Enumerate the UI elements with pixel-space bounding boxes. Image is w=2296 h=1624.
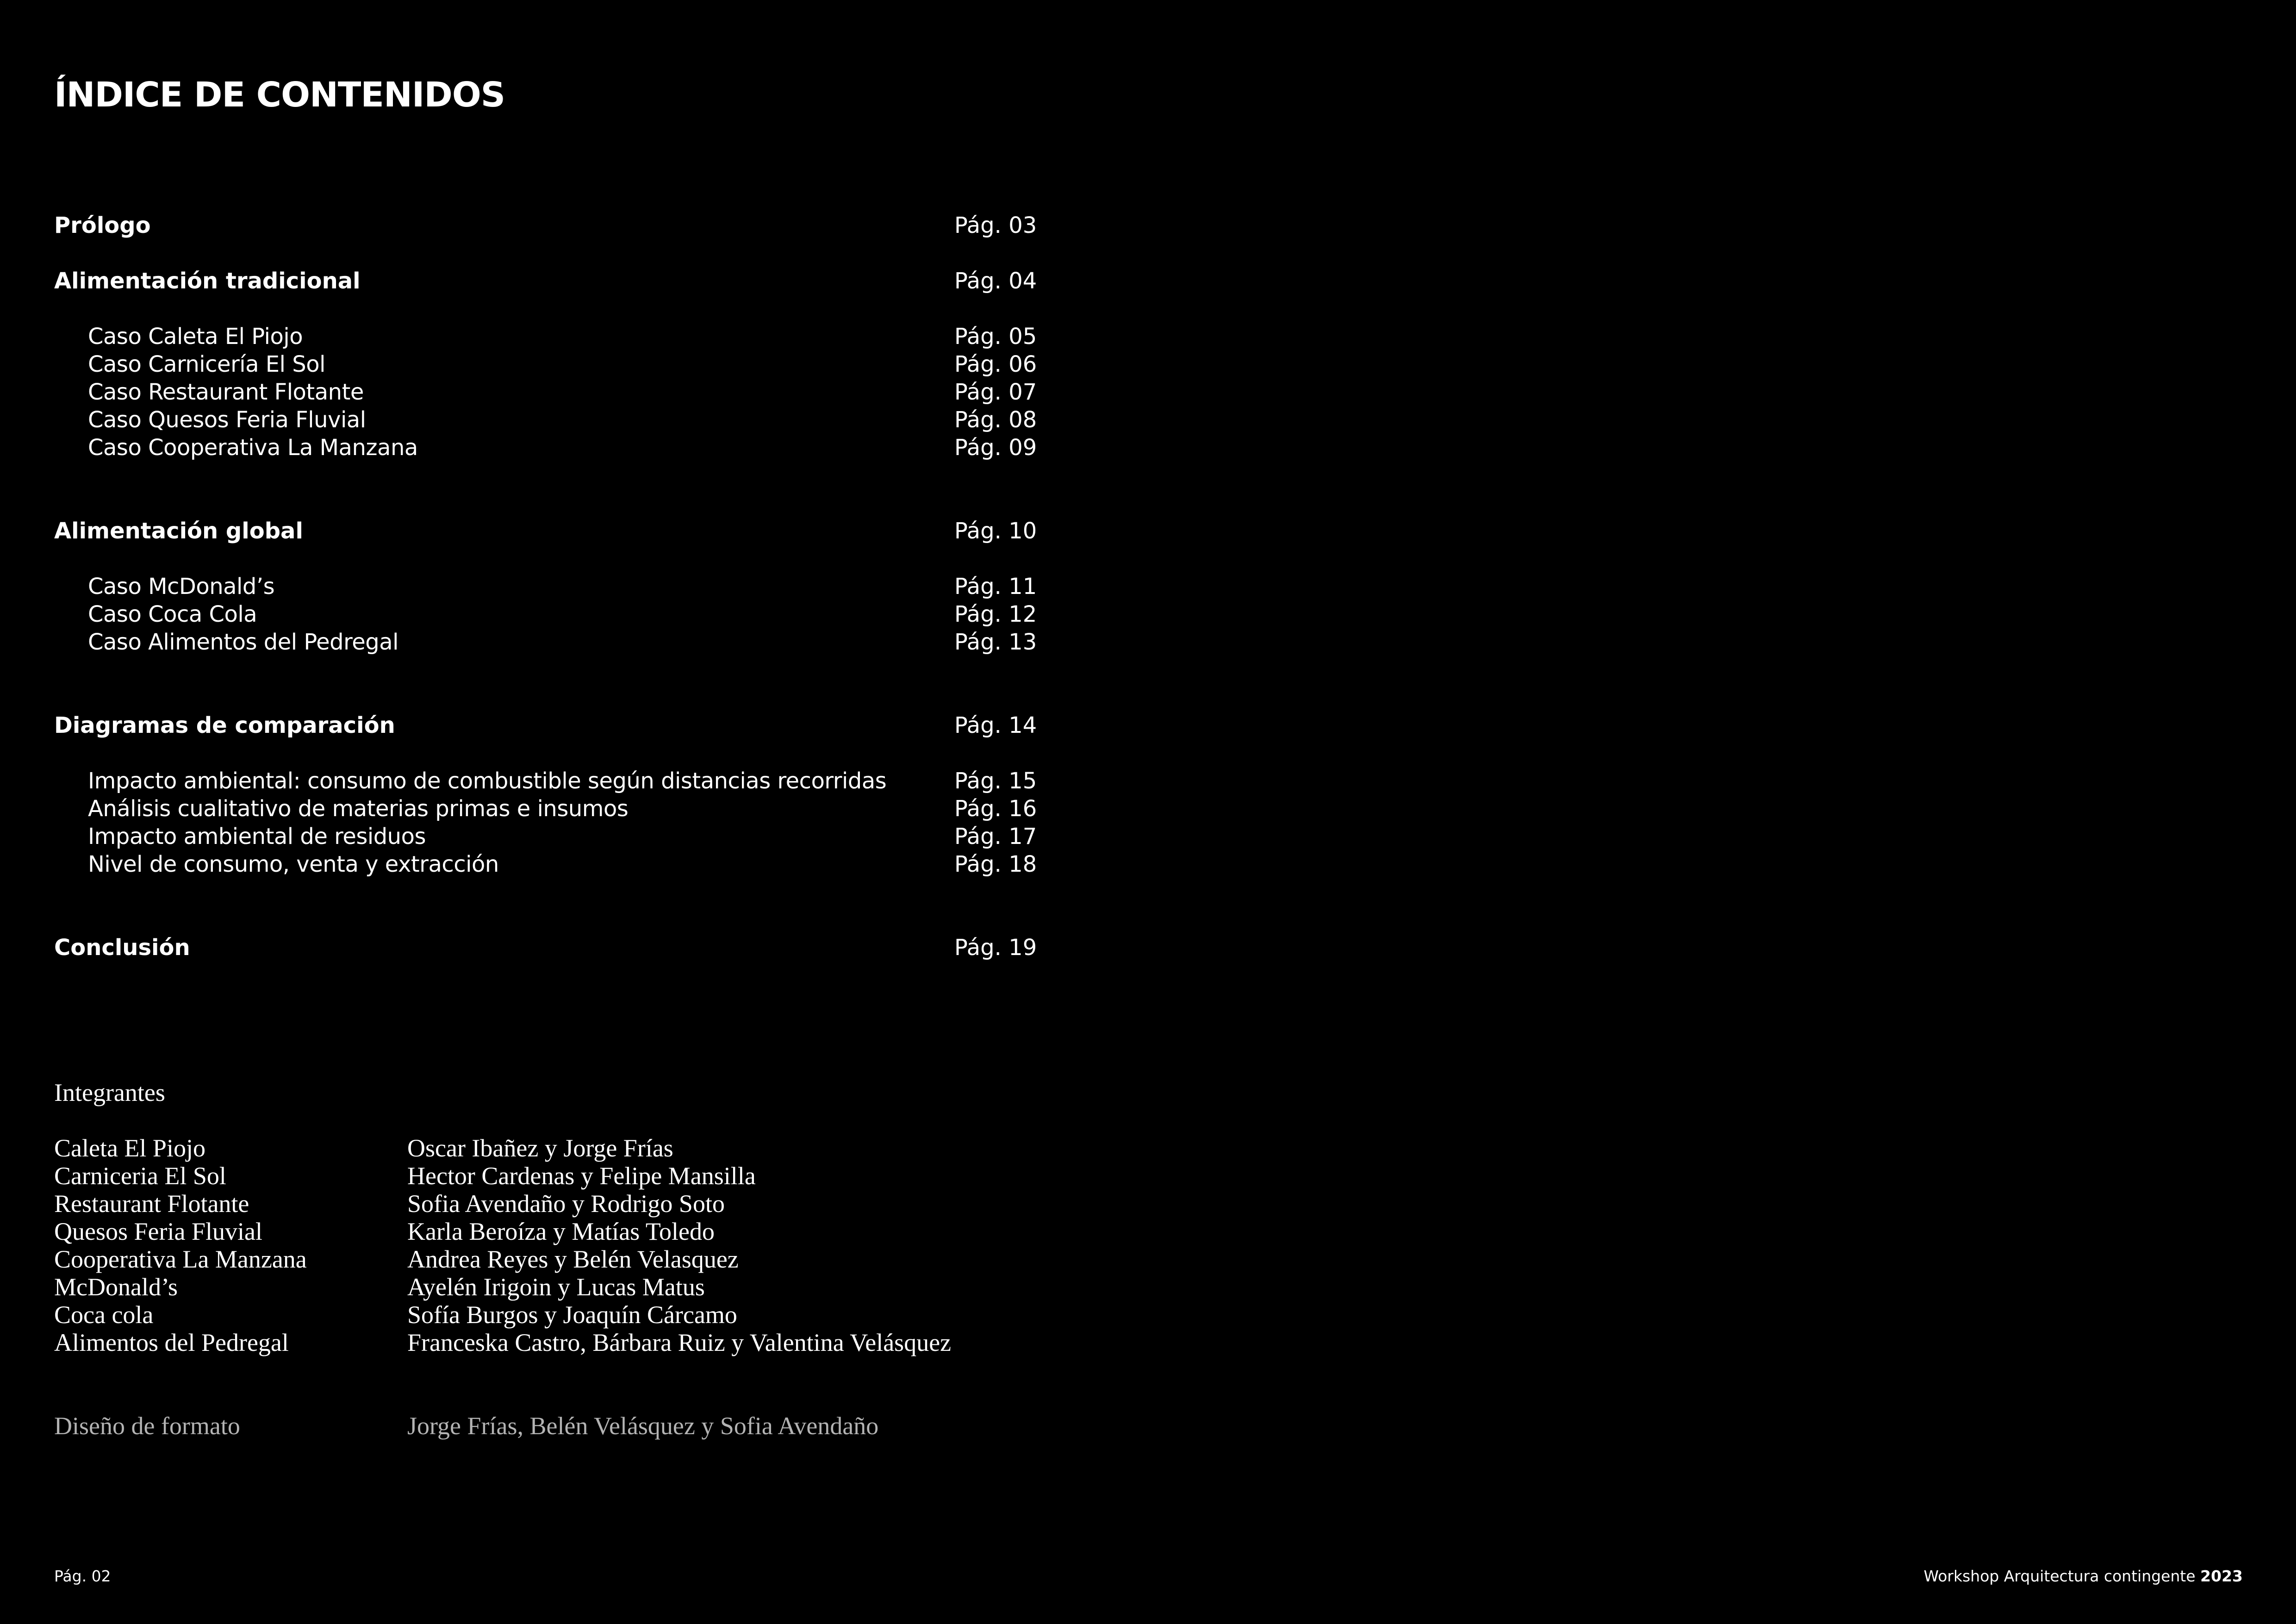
toc-section-diagramas [0,712,1037,739]
toc-section-label: Prólogo [54,212,151,238]
toc-item-label: Caso Quesos Feria Fluvial [88,407,366,433]
team-row [0,1162,1064,1190]
team-members: Franceska Castro, Bárbara Ruiz y Valentina Velásquez [407,1329,952,1356]
team-row [0,1190,1064,1218]
toc-page-number: Pág. 11 [954,574,1037,600]
team-row [0,1301,1064,1329]
toc-section-label: Alimentación global [54,518,303,544]
toc-page-number: Pág. 14 [954,712,1037,738]
toc-item-label: Caso Carnicería El Sol [88,351,325,377]
toc-section-alimentacion-global [0,517,1037,545]
toc-item-label: Análisis cualitativo de materias primas e insumos [88,796,628,822]
toc-item [0,323,1037,350]
toc-page-number: Pág. 09 [954,435,1037,461]
toc-item [0,350,1037,378]
team-case: Cooperativa La Manzana [54,1245,307,1273]
toc-item [0,850,1037,878]
toc-item [0,406,1037,434]
toc-item-label: Caso Caleta El Piojo [88,324,303,350]
toc-page-number: Pág. 17 [954,824,1037,849]
toc-item-label: Caso McDonald’s [88,574,275,600]
team-case: McDonald’s [54,1273,178,1301]
team-row [0,1245,1064,1273]
toc-page-number: Pág. 15 [954,768,1037,794]
team-members: Hector Cardenas y Felipe Mansilla [407,1162,756,1190]
toc-item [0,573,1037,600]
toc-item [0,600,1037,628]
toc-section-label: Alimentación tradicional [54,268,361,294]
toc-item [0,767,1037,795]
toc-page-number: Pág. 10 [954,518,1037,544]
design-credit-label: Diseño de formato [54,1412,240,1440]
toc-page-number: Pág. 07 [954,379,1037,405]
toc-item-label: Impacto ambiental: consumo de combustible según distancias recorridas [88,768,887,794]
toc-page-number: Pág. 19 [954,935,1037,961]
toc-section-label: Diagramas de comparación [54,712,395,738]
team-case: Quesos Feria Fluvial [54,1218,262,1245]
footer-page-number: Pág. 02 [54,1567,111,1585]
team-heading: Integrantes [54,1079,165,1106]
toc-item [0,378,1037,406]
team-row [0,1218,1064,1245]
toc-section-prologo [0,212,1037,239]
design-credit-members: Jorge Frías, Belén Velásquez y Sofia Avendaño [407,1412,879,1440]
toc-item [0,795,1037,823]
team-case: Carniceria El Sol [54,1162,226,1190]
toc-page-number: Pág. 12 [954,601,1037,627]
design-credit-row [0,1412,1064,1440]
toc-page-number: Pág. 16 [954,796,1037,822]
team-members: Andrea Reyes y Belén Velasquez [407,1245,739,1273]
team-row [0,1329,1064,1356]
toc-item-label: Caso Coca Cola [88,601,257,627]
team-case: Coca cola [54,1301,154,1329]
footer-workshop-name: Workshop Arquitectura contingente [1923,1567,2196,1585]
toc-page-number: Pág. 06 [954,351,1037,377]
team-case: Alimentos del Pedregal [54,1329,289,1356]
toc-section-conclusion [0,934,1037,962]
team-members: Oscar Ibañez y Jorge Frías [407,1134,673,1162]
team-members: Ayelén Irigoin y Lucas Matus [407,1273,705,1301]
team-row [0,1273,1064,1301]
page-title: ÍNDICE DE CONTENIDOS [54,75,505,115]
toc-item-label: Nivel de consumo, venta y extracción [88,851,499,877]
toc-page-number: Pág. 03 [954,212,1037,238]
toc-item [0,823,1037,850]
toc-item-label: Caso Alimentos del Pedregal [88,629,398,655]
toc-item-label: Caso Cooperativa La Manzana [88,435,418,461]
team-members: Karla Beroíza y Matías Toledo [407,1218,715,1245]
toc-page-number: Pág. 18 [954,851,1037,877]
team-members: Sofia Avendaño y Rodrigo Soto [407,1190,725,1218]
team-members: Sofía Burgos y Joaquín Cárcamo [407,1301,737,1329]
toc-item-label: Caso Restaurant Flotante [88,379,364,405]
footer-year: 2023 [2200,1567,2243,1585]
team-row [0,1134,1064,1162]
toc-section-alimentacion-tradicional [0,267,1037,295]
toc-item [0,434,1037,462]
toc-section-label: Conclusión [54,935,190,961]
toc-item [0,628,1037,656]
toc-page-number: Pág. 05 [954,324,1037,350]
team-case: Caleta El Piojo [54,1134,205,1162]
footer-workshop [1924,1566,2243,1587]
toc-page-number: Pág. 13 [954,629,1037,655]
toc-page-number: Pág. 08 [954,407,1037,433]
team-case: Restaurant Flotante [54,1190,249,1218]
toc-page-number: Pág. 04 [954,268,1037,294]
toc-item-label: Impacto ambiental de residuos [88,824,426,849]
